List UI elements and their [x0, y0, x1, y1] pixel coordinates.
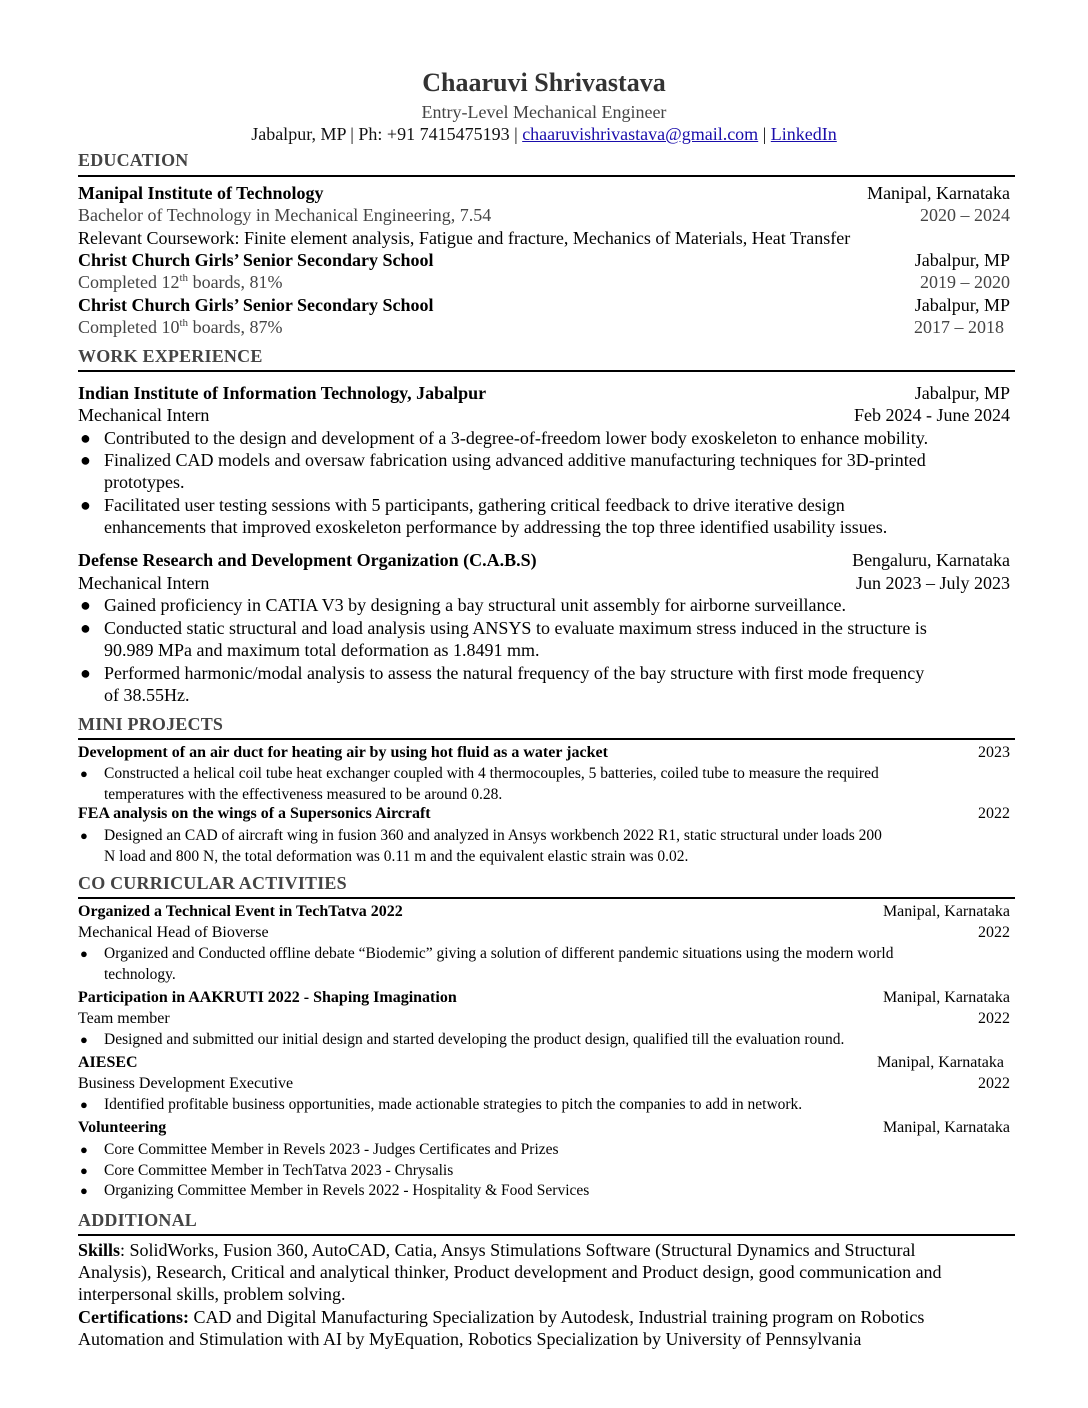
bullet-text: Performed harmonic/modal analysis to assess the natural frequency of the bay structure with first mode frequency of 38.55Hz. — [104, 663, 925, 705]
bullet-icon: ● — [80, 595, 91, 615]
activity-name: Participation in AAKRUTI 2022 - Shaping Imagination — [78, 989, 457, 1006]
degree: Completed 12th boards, 81% — [78, 272, 283, 292]
bullet-text: Organized and Conducted offline debate “Biodemic” giving a solution of different pandemic situations using the modern world technology. — [104, 945, 894, 983]
school-name: Christ Church Girls’ Senior Secondary School — [78, 250, 434, 270]
project-header — [78, 804, 1010, 824]
bullet-icon: ● — [80, 1097, 88, 1112]
job-location: Bengaluru, Karnataka — [852, 550, 1010, 570]
activity-role: Team member — [78, 1010, 170, 1027]
bullet-icon: ● — [80, 1183, 88, 1198]
certifications-label: Certifications: — [78, 1307, 189, 1327]
projects-heading: MINI PROJECTS — [78, 714, 224, 734]
contact-line — [0, 124, 1088, 145]
education-detail — [78, 271, 1010, 293]
project-name: Development of an air duct for heating air by using hot fluid as a water jacket — [78, 744, 608, 761]
school-location: Jabalpur, MP — [914, 250, 1010, 270]
activity-location: Manipal, Karnataka — [882, 1119, 1010, 1136]
activity-name: Organized a Technical Event in TechTatva 2022 — [78, 903, 403, 920]
employer: Indian Institute of Information Technology, Jabalpur — [78, 383, 487, 403]
activity-year: 2022 — [978, 1075, 1010, 1092]
education-detail — [78, 204, 1010, 226]
additional-heading: ADDITIONAL — [78, 1210, 198, 1230]
activity-year: 2022 — [978, 1010, 1010, 1027]
activity-header — [78, 988, 1010, 1008]
job-dates: Feb 2024 - June 2024 — [854, 405, 1010, 425]
bullet-icon: ● — [80, 495, 91, 515]
bullet-text: Organizing Committee Member in Revels 2022 - Hospitality & Food Services — [104, 1182, 590, 1199]
candidate-name: Chaaruvi Shrivastava — [422, 68, 666, 97]
activity-header — [78, 1118, 1010, 1138]
bullet-icon: ● — [80, 1163, 88, 1178]
job-location: Jabalpur, MP — [914, 383, 1010, 403]
bullet-icon: ● — [80, 1032, 88, 1047]
activity-role: Business Development Executive — [78, 1075, 294, 1092]
contact-separator: | — [758, 124, 771, 144]
section-divider — [78, 370, 1015, 372]
bullet-text: Constructed a helical coil tube heat exchanger coupled with 4 thermocouples, 5 batteries, coiled tube to measure the required temperatures with the effectiveness measured to be around 0.28. — [104, 765, 879, 803]
bullet-icon: ● — [80, 946, 88, 961]
activity-role-row — [78, 1009, 1010, 1029]
section-divider — [78, 738, 1015, 740]
school-name: Manipal Institute of Technology — [78, 183, 324, 203]
work-heading: WORK EXPERIENCE — [78, 346, 263, 366]
activities-heading: CO CURRICULAR ACTIVITIES — [78, 873, 347, 893]
activity-location: Manipal, Karnataka — [876, 1054, 1004, 1071]
activity-role-row — [78, 1074, 1010, 1094]
education-dates: 2020 – 2024 — [920, 205, 1010, 225]
education-entry — [78, 182, 1010, 204]
skills-paragraph: Skills: SolidWorks, Fusion 360, AutoCAD, Catia, Ansys Stimulations Software (Structural Dynamics and Structural Analysis), Research, Critical and analytical thinker, Product development and Product design, good communication and interpersonal skills, problem solving. — [78, 1240, 942, 1304]
job-dates: Jun 2023 – July 2023 — [855, 573, 1010, 593]
section-divider — [78, 1234, 1015, 1236]
school-location: Jabalpur, MP — [914, 295, 1010, 315]
candidate-title: Entry-Level Mechanical Engineer — [421, 102, 667, 122]
bullet-text: Facilitated user testing sessions with 5 participants, gathering critical feedback to drive iterative design enhancements that improved exoskeleton performance by addressing the top three identified usability issues. — [104, 495, 888, 537]
education-heading: EDUCATION — [78, 150, 189, 170]
bullet-icon: ● — [80, 618, 91, 638]
job-header — [78, 382, 1010, 404]
email-link[interactable]: chaaruvishrivastava@gmail.com — [522, 124, 759, 144]
certifications-paragraph: Certifications: CAD and Digital Manufacturing Specialization by Autodesk, Industrial training program on Robotics Automation and Stimulation with AI by MyEquation, Robotics Specialization by University of Pennsylvania — [78, 1307, 925, 1349]
bullet-icon: ● — [80, 663, 91, 683]
skills-label: Skills — [78, 1240, 121, 1260]
activity-name: AIESEC — [78, 1054, 138, 1071]
activity-header — [78, 1053, 1010, 1073]
project-year: 2022 — [978, 805, 1010, 822]
degree: Bachelor of Technology in Mechanical Engineering, 7.54 — [78, 205, 492, 225]
project-header — [78, 743, 1010, 763]
education-detail — [78, 316, 1010, 338]
job-role-row — [78, 404, 1010, 426]
bullet-text: Contributed to the design and development of a 3-degree-of-freedom lower body exoskeleton to enhance mobility. — [104, 428, 929, 448]
employer: Defense Research and Development Organization (C.A.B.S) — [78, 550, 537, 570]
bullet-icon: ● — [80, 450, 91, 470]
project-year: 2023 — [978, 744, 1010, 761]
education-dates: 2017 – 2018 — [914, 317, 1004, 337]
linkedin-link[interactable]: LinkedIn — [770, 124, 837, 144]
job-role-row — [78, 572, 1010, 594]
contact-info: Jabalpur, MP | Ph: +91 7415475193 | — [251, 124, 523, 144]
project-name: FEA analysis on the wings of a Supersonics Aircraft — [78, 805, 431, 822]
bullet-text: Finalized CAD models and oversaw fabrication using advanced additive manufacturing techniques for 3D-printed prototypes. — [104, 450, 926, 492]
activity-header — [78, 902, 1010, 922]
education-entry — [78, 294, 1010, 316]
bullet-text: Identified profitable business opportunities, made actionable strategies to pitch the companies to add in network. — [104, 1096, 803, 1113]
activity-role: Mechanical Head of Bioverse — [78, 924, 269, 941]
activity-name: Volunteering — [78, 1119, 167, 1136]
section-divider — [78, 897, 1015, 899]
coursework — [78, 227, 1010, 249]
education-entry — [78, 249, 1010, 271]
activity-location: Manipal, Karnataka — [882, 989, 1010, 1006]
bullet-icon: ● — [80, 428, 91, 448]
job-role: Mechanical Intern — [78, 573, 210, 593]
degree: Completed 10th boards, 87% — [78, 317, 283, 337]
bullet-text: Conducted static structural and load analysis using ANSYS to evaluate maximum stress induced in the structure is 90.989 MPa and maximum total deformation as 1.8491 mm. — [104, 618, 927, 660]
bullet-text: Designed and submitted our initial design and started developing the product design, qualified till the evaluation round. — [104, 1031, 845, 1048]
section-divider — [78, 175, 1015, 177]
activity-year: 2022 — [978, 924, 1010, 941]
job-header — [78, 549, 1010, 571]
education-dates: 2019 – 2020 — [920, 272, 1010, 292]
bullet-icon: ● — [80, 1142, 88, 1157]
activity-role-row — [78, 923, 1010, 943]
job-role: Mechanical Intern — [78, 405, 210, 425]
school-name: Christ Church Girls’ Senior Secondary School — [78, 295, 434, 315]
activity-location: Manipal, Karnataka — [882, 903, 1010, 920]
bullet-text: Core Committee Member in Revels 2023 - Judges Certificates and Prizes — [104, 1141, 559, 1158]
school-location: Manipal, Karnataka — [867, 183, 1010, 203]
bullet-text: Core Committee Member in TechTatva 2023 - Chrysalis — [104, 1162, 454, 1179]
bullet-icon: ● — [80, 766, 88, 781]
bullet-text: Gained proficiency in CATIA V3 by designing a bay structural unit assembly for airborne surveillance. — [104, 595, 846, 615]
bullet-icon: ● — [80, 828, 88, 843]
coursework-text: Relevant Coursework: Finite element analysis, Fatigue and fracture, Mechanics of Materials, Heat Transfer — [78, 228, 851, 248]
bullet-text: Designed an CAD of aircraft wing in fusion 360 and analyzed in Ansys workbench 2022 R1, static structural under loads 200 N load and 800 N, the total deformation was 0.11 m and the equivalent elastic strain was 0.02. — [104, 827, 882, 865]
